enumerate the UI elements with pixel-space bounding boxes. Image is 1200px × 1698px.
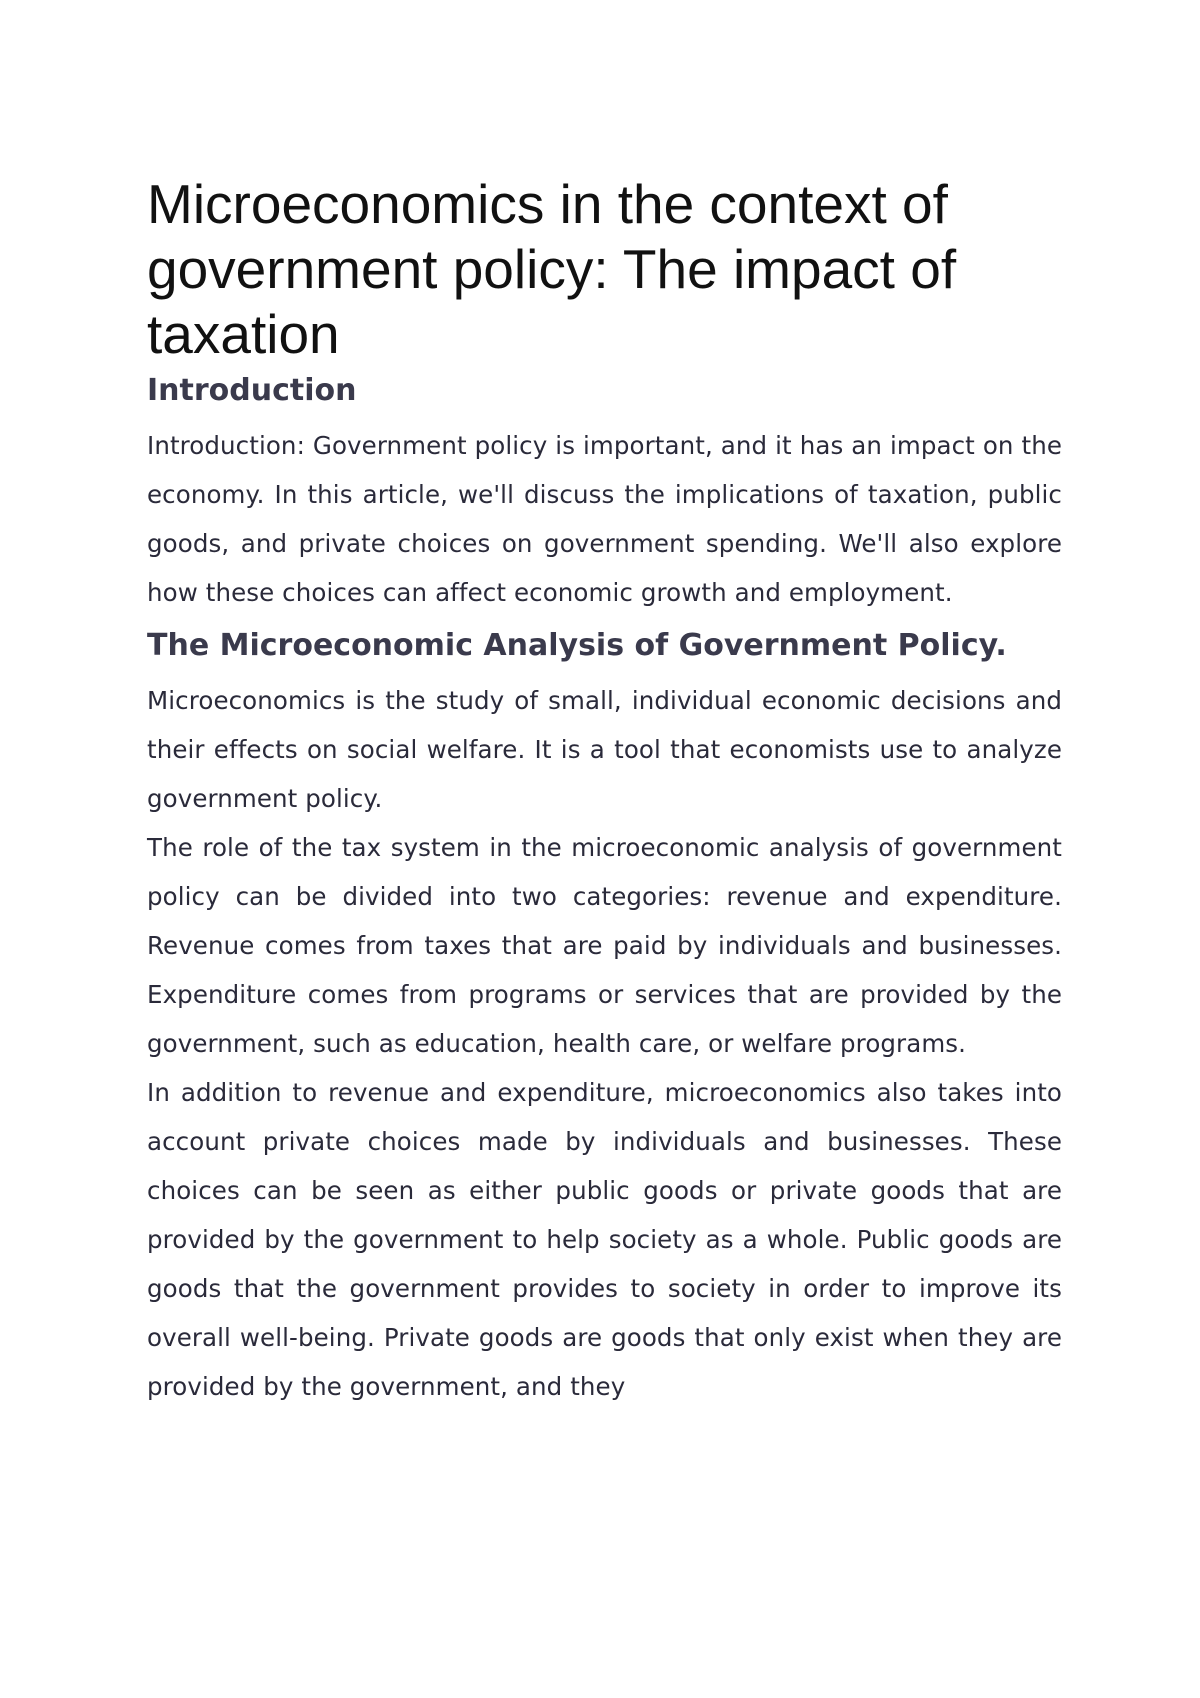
document-title: Microeconomics in the context of government policy: The impact of taxation [147,173,957,365]
section-heading-introduction: Introduction [147,373,357,408]
section-heading-microeconomic-analysis: The Microeconomic Analysis of Government Policy. [147,628,1007,663]
paragraph-tax-system-role: The role of the tax system in the microeconomic analysis of government policy can be divided into two categories: revenue and expenditure. Revenue comes from taxes that are paid by individuals and businesses. Expenditure comes from programs or services that are provided by the government, such as education, health care, or welfare programs. [147,833,1062,1058]
paragraph-introduction: Introduction: Government policy is important, and it has an impact on the economy. In this article, we'll discuss the implications of taxation, public goods, and private choices on government spending. We'll also explore how these choices can affect economic growth and employment. [147,431,1062,607]
paragraph-microeconomics-definition: Microeconomics is the study of small, individual economic decisions and their effects on social welfare. It is a tool that economists use to analyze government policy. [147,686,1062,813]
paragraph-private-choices: In addition to revenue and expenditure, microeconomics also takes into account private choices made by individuals and businesses. These choices can be seen as either public goods or private goods that are provided by the government to help society as a whole. Public goods are goods that the government provides to society in order to improve its overall well-being. Private goods are goods that only exist when they are provided by the government, and they [147,1078,1062,1401]
document-page [147,172,1062,1411]
